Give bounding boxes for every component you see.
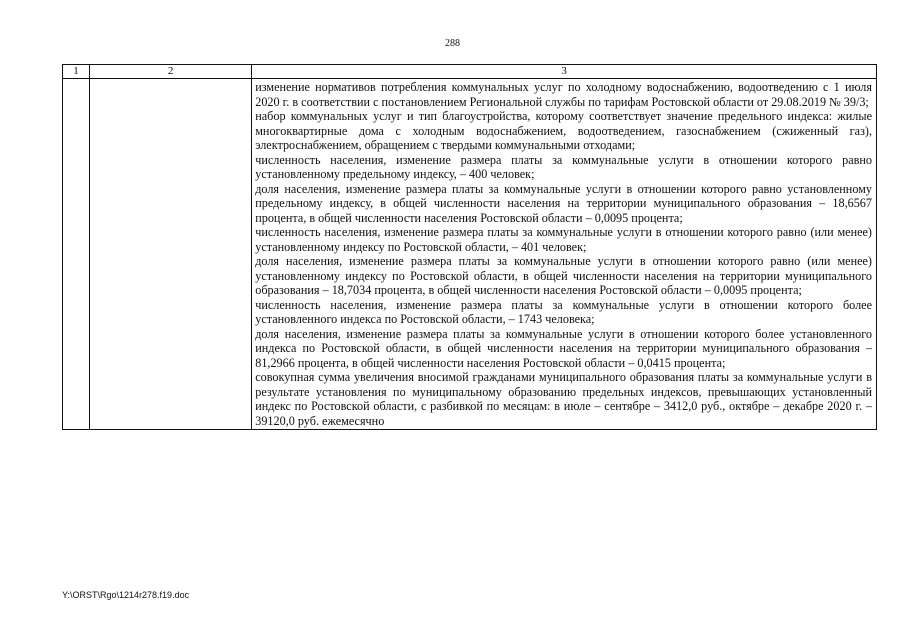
paragraph: совокупная сумма увеличения вносимой гражданами муниципального образования платы за коммунальные услуги в результате установления по муниципальному образованию предельных индексов, превышающих установленный индекс по Ростовской области, с разбивкой по месяцам: в июле – сентябре – 3412,0 руб., октябре – декабре 2020 г. – 39120,0 руб. ежемесячно bbox=[255, 370, 872, 428]
column-header-1: 1 bbox=[63, 65, 90, 79]
paragraph: численность населения, изменение размера платы за коммунальные услуги в отношении которого более установленного индекса по Ростовской области, – 1743 человека; bbox=[255, 297, 872, 326]
column-header-3: 3 bbox=[252, 65, 877, 79]
paragraph: доля населения, изменение размера платы за коммунальные услуги в отношении которого равно (или менее) установленному индексу по Ростовской области, в общей численности населения на территории муниципального образования – 18,7034 процента, в общей численности населения Ростовской области – 0,0095 процента; bbox=[255, 254, 872, 297]
table-row bbox=[63, 79, 877, 430]
document-table bbox=[62, 64, 877, 430]
page-number: 288 bbox=[445, 38, 460, 49]
paragraph: доля населения, изменение размера платы за коммунальные услуги в отношении которого более установленного индекса по Ростовской области, в общей численности населения на территории муниципального образования – 81,2966 процента, в общей численности населения Ростовской области – 0,0415 процента; bbox=[255, 326, 872, 370]
table-header-row bbox=[63, 65, 877, 79]
paragraph: численность населения, изменение размера платы за коммунальные услуги в отношении которого равно (или менее) установленному индексу по Ростовской области, – 401 человек; bbox=[255, 225, 872, 254]
table-cell-col2 bbox=[90, 79, 252, 430]
table-cell-col3 bbox=[252, 79, 877, 430]
paragraph: доля населения, изменение размера платы за коммунальные услуги в отношении которого равно установленному предельному индексу, в общей численности населения на территории муниципального образования – 18,6567 процента, в общей численности населения Ростовской области – 0,0095 процента; bbox=[255, 181, 872, 225]
paragraph: численность населения, изменение размера платы за коммунальные услуги в отношении которого равно установленному предельному индексу, – 400 человек; bbox=[255, 152, 872, 181]
column-header-2: 2 bbox=[90, 65, 252, 79]
footer-file-path: Y:\ORST\Rgo\1214r278.f19.doc bbox=[62, 590, 190, 600]
paragraph: набор коммунальных услуг и тип благоустройства, которому соответствует значение предельного индекса: жилые многоквартирные дома с холодным водоснабжением, водоотведением, газоснабжением (сжиженный газ), электроснабжением, обращением с твердыми коммунальными отходами; bbox=[255, 109, 872, 152]
table-cell-col1 bbox=[63, 79, 90, 430]
paragraph: изменение нормативов потребления коммунальных услуг по холодному водоснабжению, водоотведению с 1 июля 2020 г. в соответствии с постановлением Региональной службы по тарифам Ростовской области от 29.08.2019 № 39/3; bbox=[255, 80, 872, 109]
